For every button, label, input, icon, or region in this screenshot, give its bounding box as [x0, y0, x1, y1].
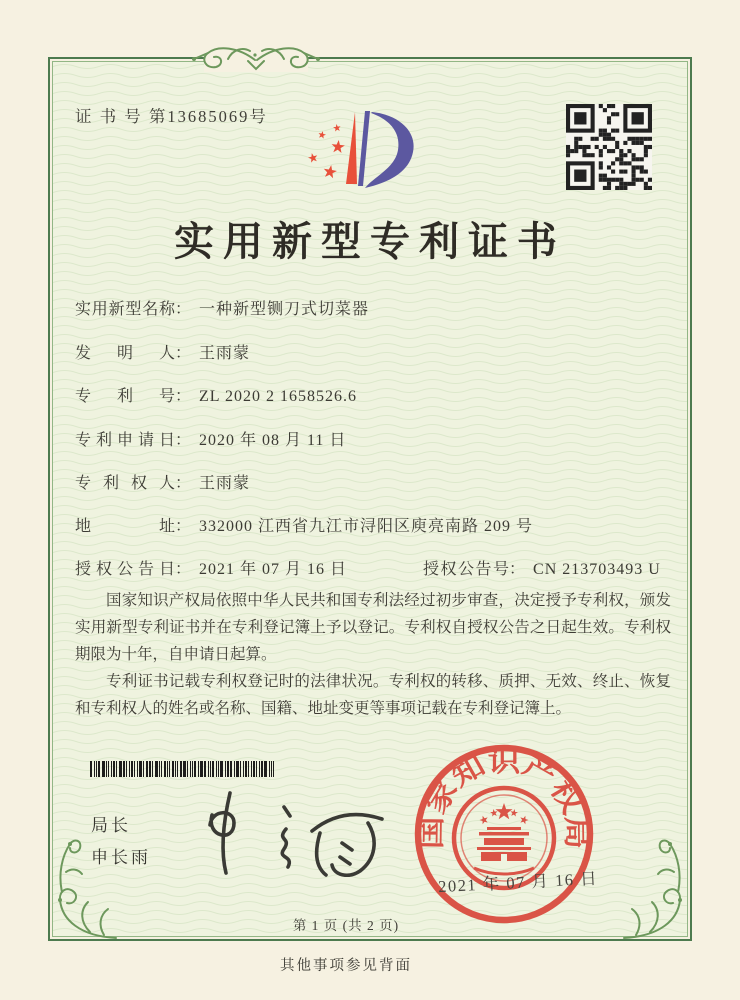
field-value: 2020 年 08 月 11 日	[199, 432, 347, 449]
field-colon: ：	[175, 301, 192, 318]
commissioner-signature	[200, 785, 400, 877]
svg-text:国家知识产权局: 国家知识产权局	[416, 746, 592, 850]
reverse-side-note: 其他事项参见背面	[280, 958, 412, 974]
field-colon: ：	[509, 561, 526, 578]
field-label: 专利权人	[75, 475, 175, 492]
page-indicator: 第 1 页 (共 2 页)	[292, 918, 400, 933]
certificate-number: 证 书 号 第13685069号	[75, 107, 268, 126]
field-value: 2021 年 07 月 16 日	[199, 561, 348, 578]
field-colon: ：	[175, 345, 192, 362]
field-value: ZL 2020 2 1658526.6	[199, 388, 357, 405]
field-label: 授权公告日	[75, 561, 175, 578]
field-row-patent-number	[75, 383, 635, 407]
field-label: 授权公告号	[423, 561, 510, 578]
field-value: CN 213703493 U	[533, 561, 661, 578]
field-colon: ：	[175, 518, 192, 535]
field-label: 专利号	[75, 388, 175, 405]
seal-date: 2021 年 07 月 16 日	[437, 868, 599, 897]
commissioner-name: 申长雨	[91, 848, 151, 867]
field-row-grant	[75, 556, 661, 580]
grant-number-pair	[423, 556, 661, 579]
field-value: 王雨蒙	[199, 345, 251, 362]
field-colon: ：	[175, 475, 192, 492]
grant-date-pair	[75, 556, 347, 579]
certificate-title: 实用新型专利证书	[174, 219, 566, 264]
field-colon: ：	[175, 432, 192, 449]
corner-flourish-icon	[618, 832, 690, 942]
field-colon: ：	[175, 388, 192, 405]
top-scroll-ornament-icon	[178, 38, 334, 80]
field-label: 地址	[75, 518, 175, 535]
field-row-address	[75, 513, 635, 537]
field-row-inventor	[75, 340, 635, 364]
field-label: 实用新型名称	[75, 301, 175, 318]
field-row-filing-date	[75, 427, 635, 451]
field-value: 一种新型铡刀式切菜器	[199, 301, 370, 318]
legal-paragraph: 专利证书记载专利权登记时的法律状况。专利权的转移、质押、无效、终止、恢复和专利权人的姓名或名称、国籍、地址变更等事项记载在专利登记簿上。	[75, 673, 671, 717]
field-value: 332000 江西省九江市浔阳区庾亮南路 209 号	[199, 518, 534, 535]
field-row-patentee	[75, 470, 635, 494]
field-label: 专利申请日	[75, 432, 175, 449]
field-label: 发明人	[75, 345, 175, 362]
commissioner-title: 局长	[91, 816, 131, 835]
field-value: 王雨蒙	[199, 475, 251, 492]
cnipa-patent-logo	[293, 100, 468, 205]
legal-text-block	[75, 587, 671, 722]
legal-paragraph: 国家知识产权局依照中华人民共和国专利法经过初步审查，决定授予专利权，颁发实用新型专利证书并在专利登记簿上予以登记。专利权自授权公告之日起生效。专利权期限为十年，自申请日起算。	[75, 592, 671, 663]
field-row-name	[75, 296, 635, 320]
field-colon: ：	[175, 561, 192, 578]
qr-code	[566, 104, 652, 190]
official-seal	[408, 738, 600, 930]
barcode	[90, 761, 274, 777]
